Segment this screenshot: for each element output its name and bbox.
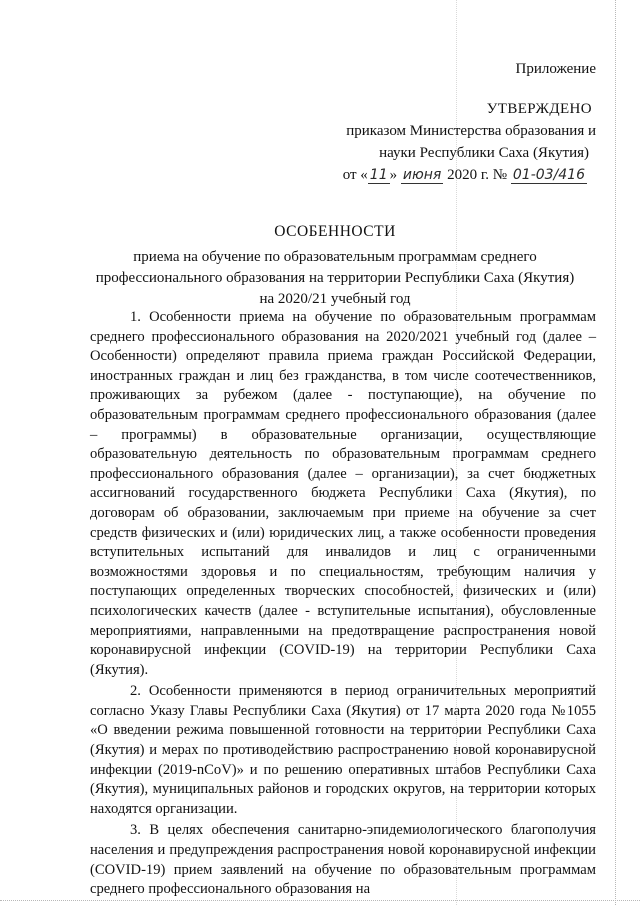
- paragraph-1: 1. Особенности приема на обучение по образовательным программам среднего профессионального образования на 2020/2021 учебный год (далее – Особенности) определяют правила приема граждан Российской Федерации, иностранных граждан и лиц без гражданства, в том числе соотечественников, проживающих за рубежом (далее - поступающие), на обучение по образовательным программам среднего профессионального образования (далее – программы) в образовательные организации, осуществляющие образовательную деятельность по образовательным программам среднего профессионального образования (далее – организации), за счет бюджетных ассигнований государственного бюджета Республики Саха (Якутия), по договорам об образовании, заключаемым при приеме на обучение за счет средств физических и (или) юридических лиц, а также особенности проведения вступительных испытаний для инвалидов и лиц с ограниченными возможностями здоровья и по специальностям, требующим наличия у поступающих определенных творческих способностей, физических и (или) психологических качеств (далее - вступительные испытания), обусловленные мероприятиями, направленными на предотвращение распространения новой коронавирусной инфекции (COVID-19) на территории Республики Саха (Якутия).: [90, 309, 596, 678]
- paragraph-2: 2. Особенности применяются в период ограничительных мероприятий согласно Указу Главы Республики Саха (Якутия) от 17 марта 2020 года №1055 «О введении режима повышенной готовности на территории Республики Саха (Якутия) и мерах по противодействию распространению новой коронавирусной инфекции (2019-nCoV)» и по решению оперативных штабов Республики Саха (Якутия), муниципальных районов и городских округов, на территории которых находятся организации.: [90, 683, 596, 817]
- order-number-handwritten: 01-03/416: [512, 167, 585, 183]
- paragraph-3: 3. В целях обеспечения санитарно-эпидемиологического благополучия населения и предупреждения распространения новой коронавирусной инфекции (COVID-19) прием заявлений на обучение по образовательным программам среднего профессионального образования на: [90, 822, 596, 898]
- order-day-handwritten: 11: [369, 167, 388, 183]
- document-title: ОСОБЕННОСТИ: [274, 223, 396, 240]
- appendix-label: Приложение: [515, 61, 596, 77]
- document-title-block: [70, 221, 600, 310]
- approved-stamp-text: УТВЕРЖДЕНО: [486, 101, 592, 117]
- document-body: [90, 308, 596, 902]
- page-right-edge: [615, 0, 616, 905]
- title-line-1: приема на обучение по образовательным программам среднего: [133, 249, 537, 265]
- order-line-1: приказом Министерства образования и: [346, 123, 596, 139]
- order-from-label: от «: [342, 167, 368, 183]
- order-line-2: науки Республики Саха (Якутия): [379, 145, 589, 161]
- order-month-handwritten: июня: [402, 167, 442, 183]
- order-date-number: [343, 165, 587, 185]
- title-line-2: профессионального образования на территории Республики Саха (Якутия): [95, 270, 575, 286]
- title-line-3: на 2020/21 учебный год: [259, 291, 411, 307]
- order-quote-close: »: [389, 167, 398, 183]
- order-year-label: 2020 г. №: [447, 167, 508, 183]
